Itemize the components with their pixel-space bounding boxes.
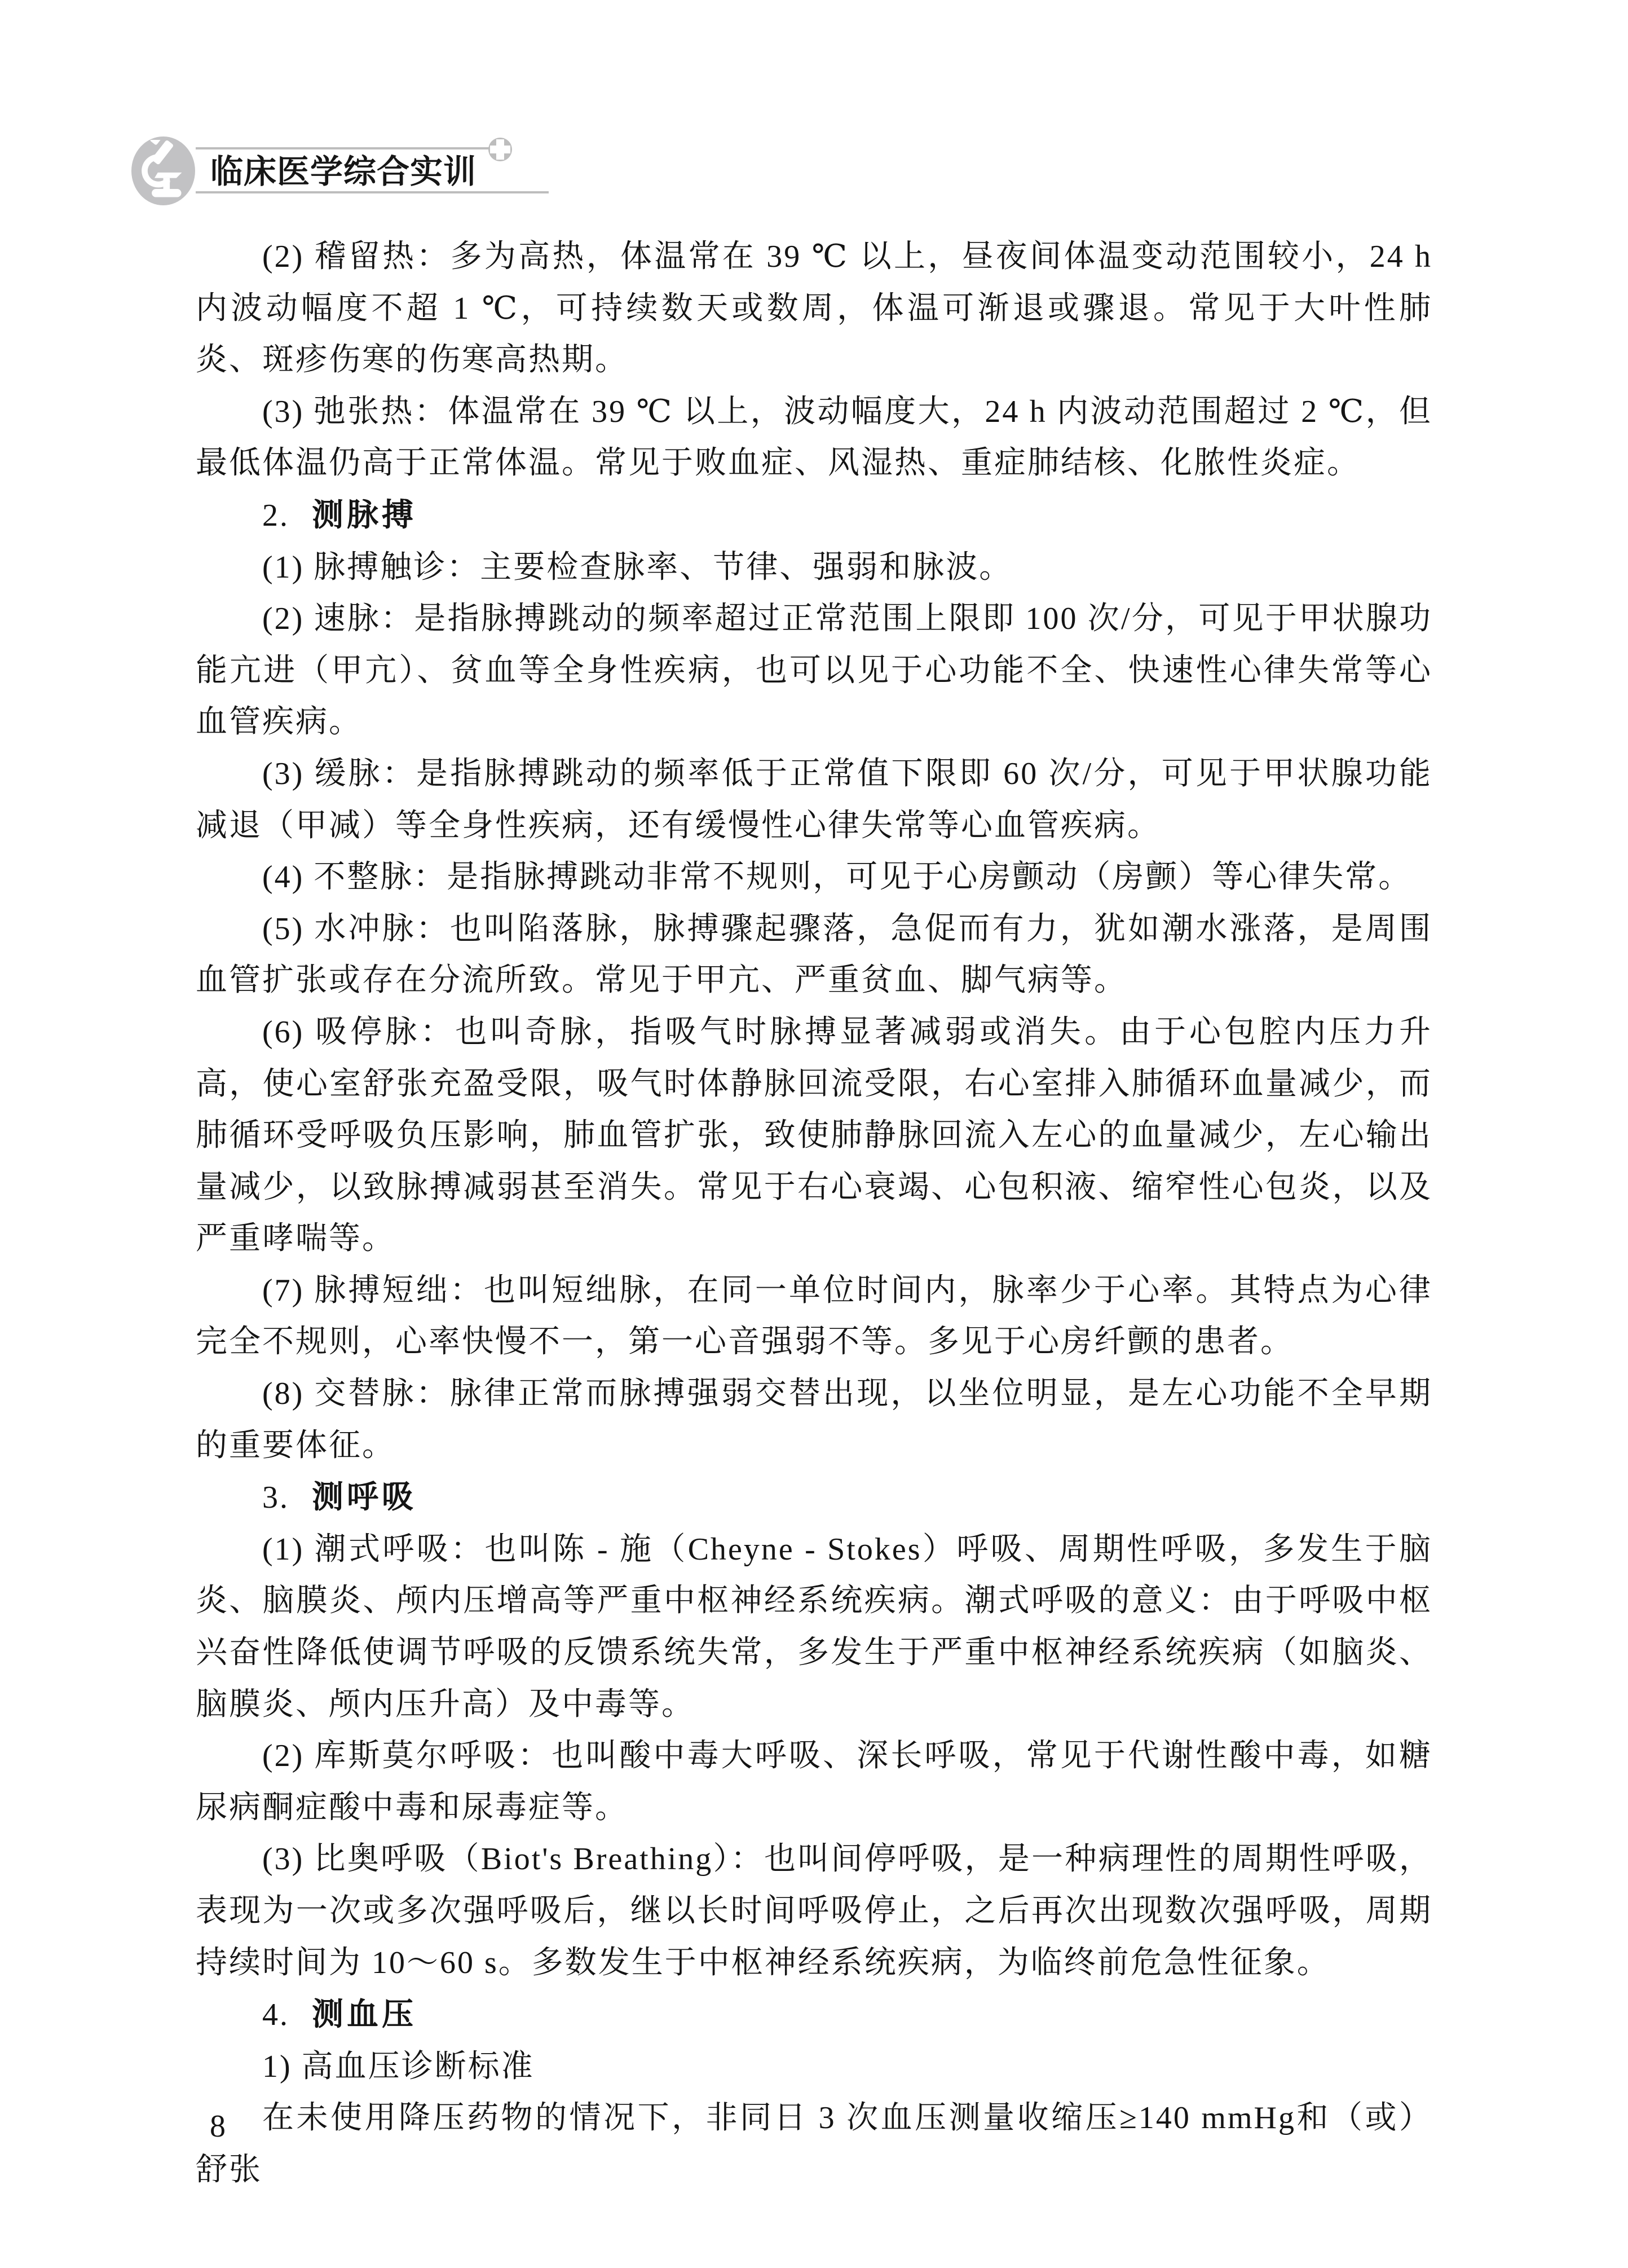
section-number: 2.	[262, 497, 289, 533]
sub-heading: 1) 高血压诊断标准	[262, 2049, 535, 2084]
section-number: 4.	[262, 1997, 289, 2033]
section-heading	[196, 490, 1432, 542]
header-rule-bottom	[196, 191, 549, 193]
page-body-text	[196, 231, 1432, 2196]
paragraph: (2) 库斯莫尔呼吸：也叫酸中毒大呼吸、深长呼吸，常见于代谢性酸中毒，如糖尿病酮症酸中毒和尿毒症等。	[196, 1738, 1432, 1825]
section-title: 测血压	[312, 1996, 417, 2033]
paragraph: (5) 水冲脉：也叫陷落脉，脉搏骤起骤落，急促而有力，犹如潮水涨落，是周围血管扩张或存在分流所致。常见于甲亢、严重贫血、脚气病等。	[196, 911, 1432, 998]
paragraph: (6) 吸停脉：也叫奇脉，指吸气时脉搏显著减弱或消失。由于心包腔内压力升高，使心室舒张充盈受限，吸气时体静脉回流受限，右心室排入肺循环血量减少，而肺循环受呼吸负压影响，肺血管扩张，致使肺静脉回流入左心的血量减少，左心输出量减少，以致脉搏减弱甚至消失。常见于右心衰竭、心包积液、缩窄性心包炎，以及严重哮喘等。	[196, 1014, 1432, 1257]
paragraph: 在未使用降压药物的情况下，非同日 3 次血压测量收缩压≥140 mmHg和（或）舒张	[196, 2100, 1432, 2187]
microscope-icon	[136, 140, 191, 202]
paragraph: (8) 交替脉：脉律正常而脉搏强弱交替出现，以坐位明显，是左心功能不全早期的重要体征。	[196, 1376, 1432, 1463]
paragraph: (2) 速脉：是指脉搏跳动的频率超过正常范围上限即 100 次/分，可见于甲状腺功能亢进（甲亢）、贫血等全身性疾病，也可以见于心功能不全、快速性心律失常等心血管疾病。	[196, 601, 1432, 740]
paragraph: (2) 稽留热：多为高热，体温常在 39 ℃ 以上，昼夜间体温变动范围较小，24 h 内波动幅度不超 1 ℃，可持续数天或数周，体温可渐退或骤退。常见于大叶性肺炎、斑疹伤寒的伤寒高热期。	[196, 239, 1432, 378]
section-title: 测脉搏	[312, 496, 417, 534]
paragraph: (1) 潮式呼吸：也叫陈 - 施（Cheyne - Stokes）呼吸、周期性呼吸，多发生于脑炎、脑膜炎、颅内压增高等严重中枢神经系统疾病。潮式呼吸的意义：由于呼吸中枢兴奋性降低使调节呼吸的反馈系统失常，多发生于严重中枢神经系统疾病（如脑炎、脑膜炎、颅内压升高）及中毒等。	[196, 1531, 1432, 1722]
paragraph: (3) 缓脉：是指脉搏跳动的频率低于正常值下限即 60 次/分，可见于甲状腺功能减退（甲减）等全身性疾病，还有缓慢性心律失常等心血管疾病。	[196, 756, 1432, 843]
book-title: 临床医学综合实训	[210, 152, 477, 191]
paragraph: (4) 不整脉：是指脉搏跳动非常不规则，可见于心房颤动（房颤）等心律失常。	[262, 860, 1412, 895]
section-heading	[196, 1472, 1432, 1524]
page-number: 8	[210, 2109, 226, 2144]
header-logo-badge	[131, 136, 195, 205]
paragraph: (3) 弛张热：体温常在 39 ℃ 以上，波动幅度大，24 h 内波动范围超过 2 ℃，但最低体温仍高于正常体温。常见于败血症、风湿热、重症肺结核、化脓性炎症。	[196, 394, 1432, 481]
medical-cross-icon	[488, 138, 512, 161]
section-number: 3.	[262, 1480, 289, 1516]
paragraph: (3) 比奥呼吸（Biot's Breathing）：也叫间停呼吸，是一种病理性的周期性呼吸，表现为一次或多次强呼吸后，继以长时间呼吸停止，之后再次出现数次强呼吸，周期持续时间为 10～60 s。多数发生于中枢神经系统疾病，为临终前危急性征象。	[196, 1842, 1432, 1980]
section-title: 测呼吸	[312, 1479, 417, 1516]
header-rule-top	[196, 147, 489, 149]
section-heading	[196, 1989, 1432, 2041]
paragraph: (7) 脉搏短绌：也叫短绌脉，在同一单位时间内，脉率少于心率。其特点为心律完全不规则，心率快慢不一，第一心音强弱不等。多见于心房纤颤的患者。	[196, 1272, 1432, 1360]
paragraph: (1) 脉搏触诊：主要检查脉率、节律、强弱和脉波。	[262, 549, 1013, 585]
